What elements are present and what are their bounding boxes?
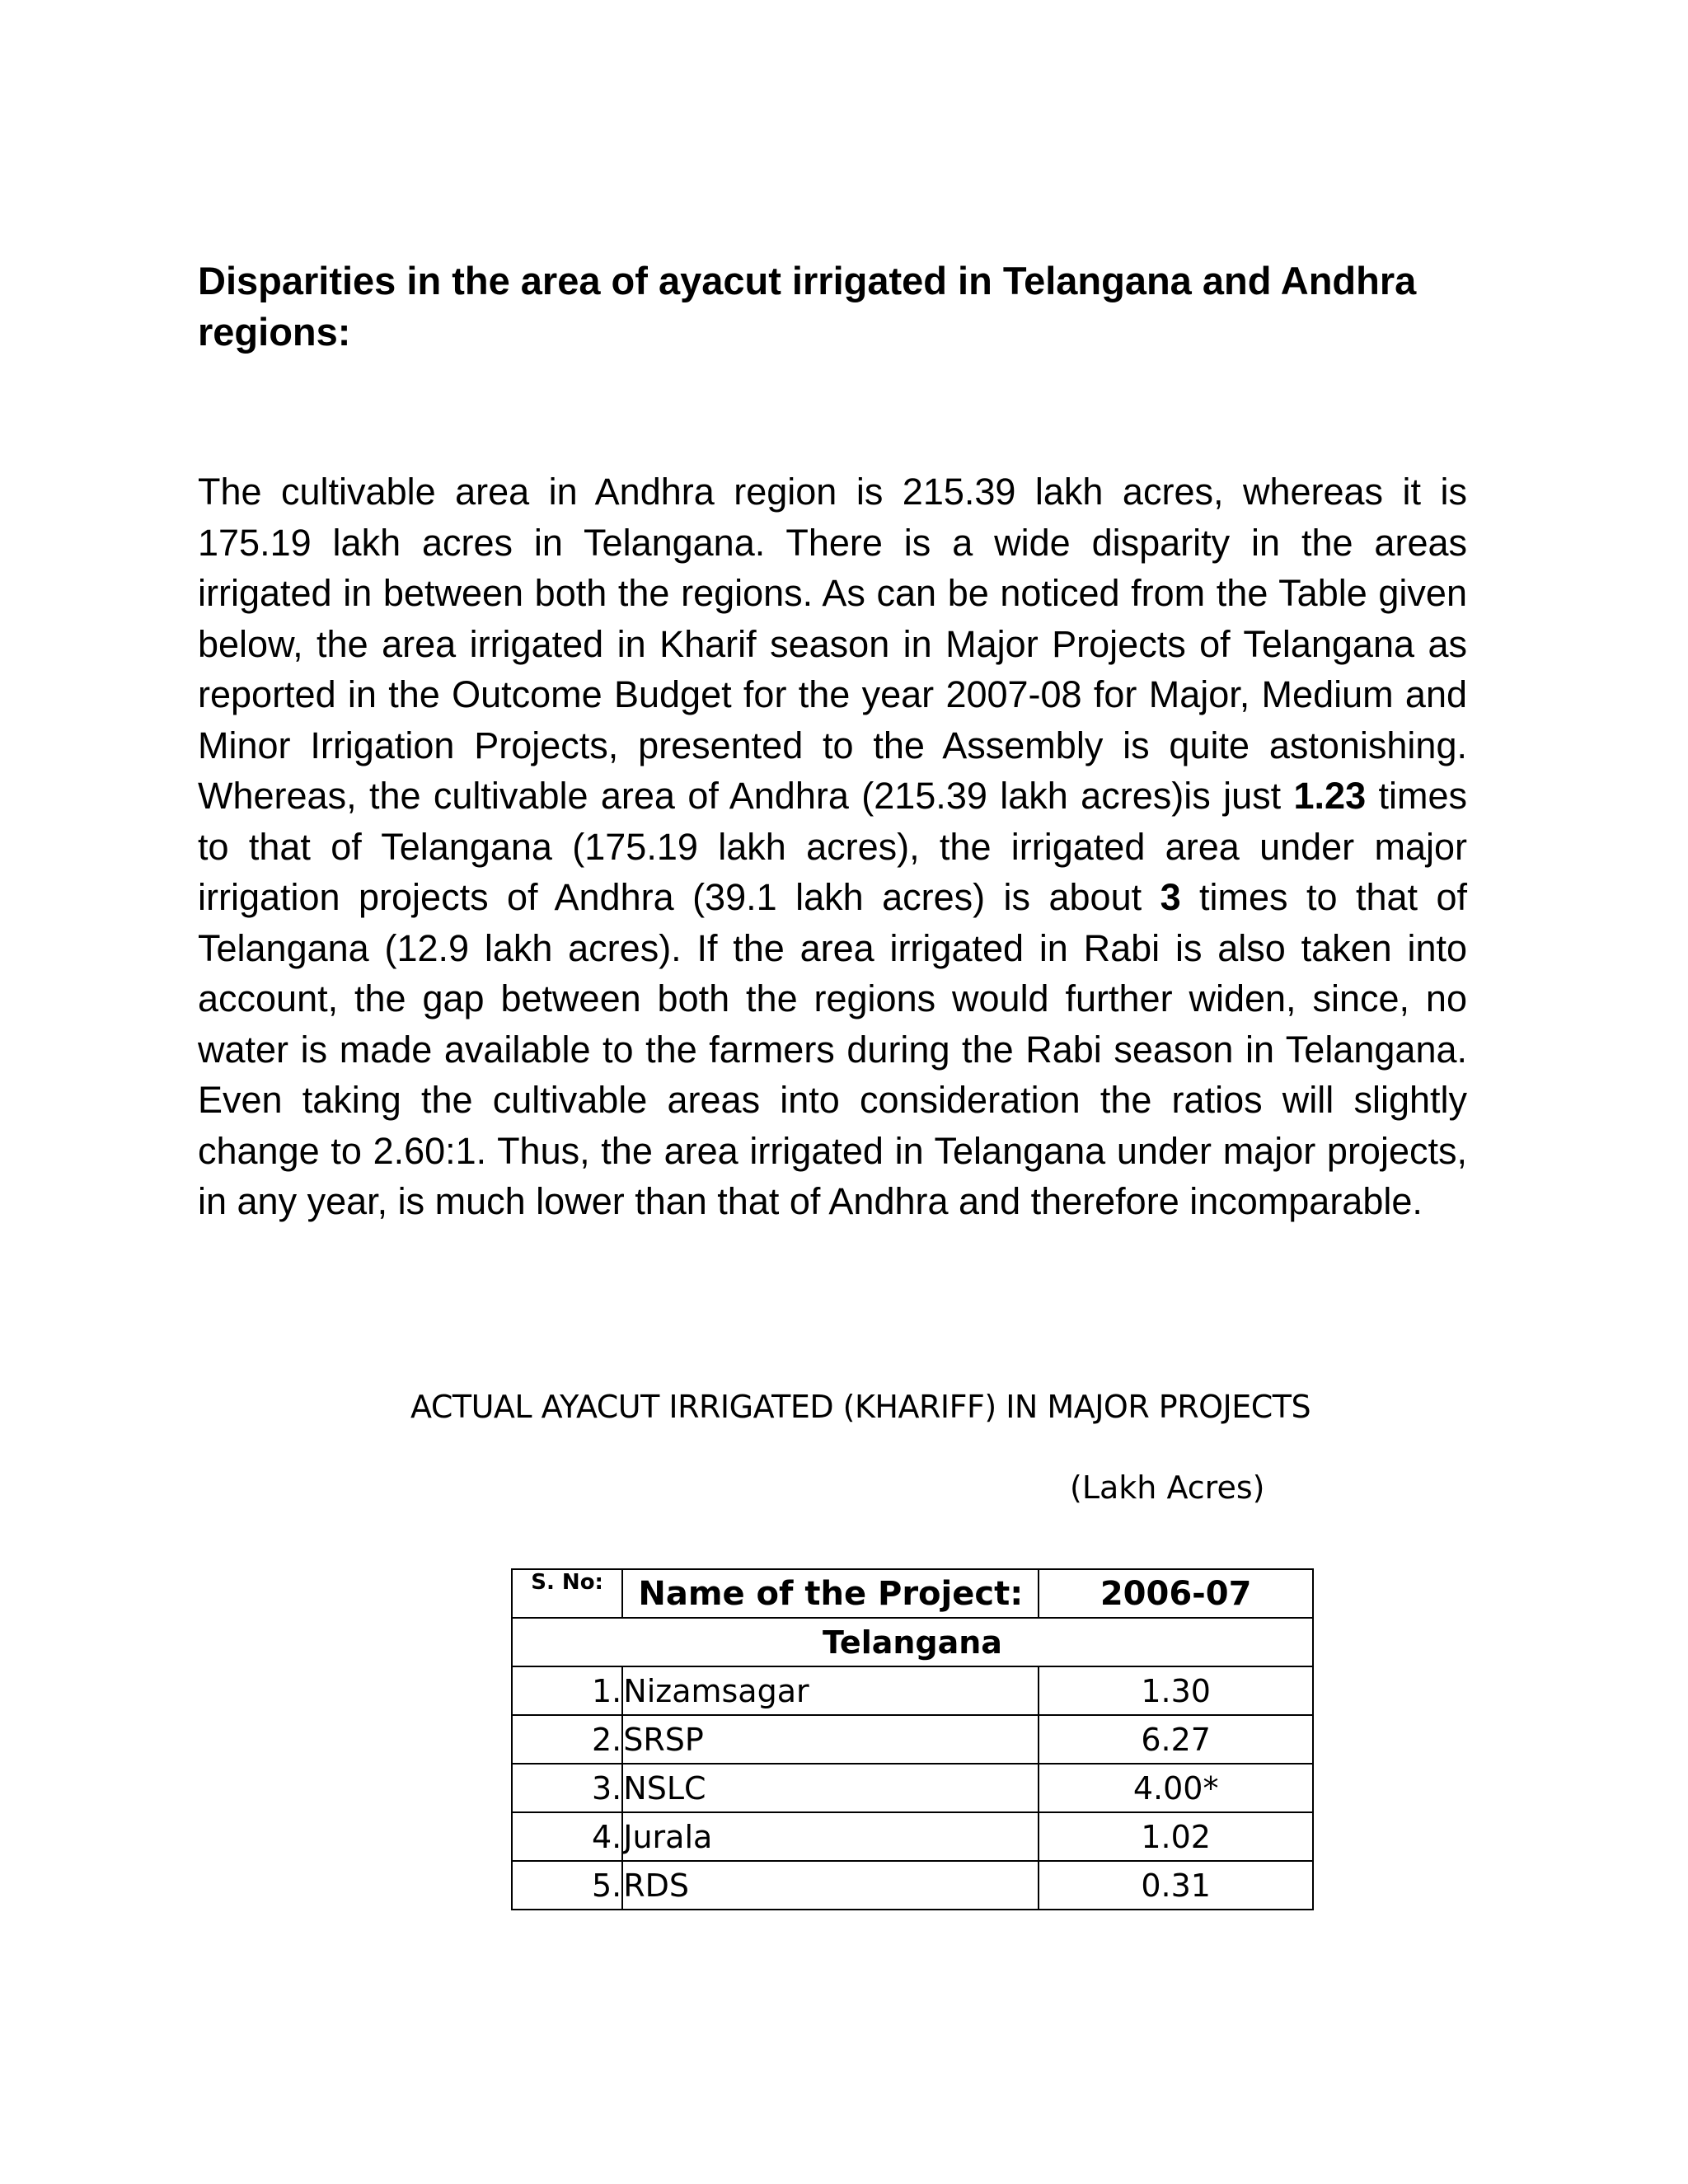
row-value: 6.27: [1039, 1715, 1313, 1764]
paragraph-bold-ratio: 1.23: [1293, 775, 1367, 817]
region-row: [512, 1618, 1313, 1666]
row-project-name: Nizamsagar: [622, 1666, 1039, 1715]
row-sno: 1.: [512, 1666, 622, 1715]
row-sno: 5.: [512, 1861, 622, 1910]
row-sno: 4.: [512, 1812, 622, 1861]
table-row: [512, 1861, 1313, 1910]
header-sno: S. No:: [512, 1569, 622, 1618]
row-project-name: Jurala: [622, 1812, 1039, 1861]
document-heading: Disparities in the area of ayacut irrigated in Telangana and Andhra regions:: [198, 259, 1417, 354]
body-paragraph: [198, 466, 1467, 1227]
paragraph-part-3: times to that of Telangana (12.9 lakh acres). If the area irrigated in Rabi is also taken into account, the gap between both the regions would further widen, since, no water is made available to the farmers during the Rabi season in Telangana. Even taking the cultivable areas into consideration the ratios will slightly change to 2.60:1. Thus, the area irrigated in Telangana under major projects, in any year, is much lower than that of Andhra and therefore incomparable.: [198, 876, 1468, 1222]
table-unit: (Lakh Acres): [1070, 1469, 1265, 1506]
table-header-row: [512, 1569, 1313, 1618]
table-row: [512, 1764, 1313, 1812]
header-project-name: Name of the Project:: [622, 1569, 1039, 1618]
header-year: 2006-07: [1039, 1569, 1313, 1618]
row-sno: 2.: [512, 1715, 622, 1764]
row-project-name: NSLC: [622, 1764, 1039, 1812]
ayacut-table: [511, 1568, 1314, 1910]
paragraph-part-2: times to that of Telangana (175.19 lakh acres), the irrigated area under major irrigation projects of Andhra (39.1 lakh acres) is about: [198, 775, 1468, 918]
row-sno: 3.: [512, 1764, 622, 1812]
paragraph-bold-times: 3: [1160, 876, 1181, 918]
paragraph-part-1: The cultivable area in Andhra region is 215.39 lakh acres, whereas it is 175.19 lakh acres in Telangana. There is a wide disparity in the areas irrigated in between both the regions. As can be noticed from the Table given below, the area irrigated in Kharif season in Major Projects of Telangana as reported in the Outcome Budget for the year 2007-08 for Major, Medium and Minor Irrigation Projects, presented to the Assembly is quite astonishing. Whereas, the cultivable area of Andhra (215.39 lakh acres)is just: [198, 471, 1467, 817]
table-row: [512, 1666, 1313, 1715]
row-value: 4.00*: [1039, 1764, 1313, 1812]
table-row: [512, 1715, 1313, 1764]
row-value: 0.31: [1039, 1861, 1313, 1910]
region-label: Telangana: [512, 1618, 1313, 1666]
row-value: 1.30: [1039, 1666, 1313, 1715]
table-row: [512, 1812, 1313, 1861]
row-value: 1.02: [1039, 1812, 1313, 1861]
row-project-name: SRSP: [622, 1715, 1039, 1764]
row-project-name: RDS: [622, 1861, 1039, 1910]
table-title: ACTUAL AYACUT IRRIGATED (KHARIFF) IN MAJOR PROJECTS: [410, 1389, 1311, 1425]
